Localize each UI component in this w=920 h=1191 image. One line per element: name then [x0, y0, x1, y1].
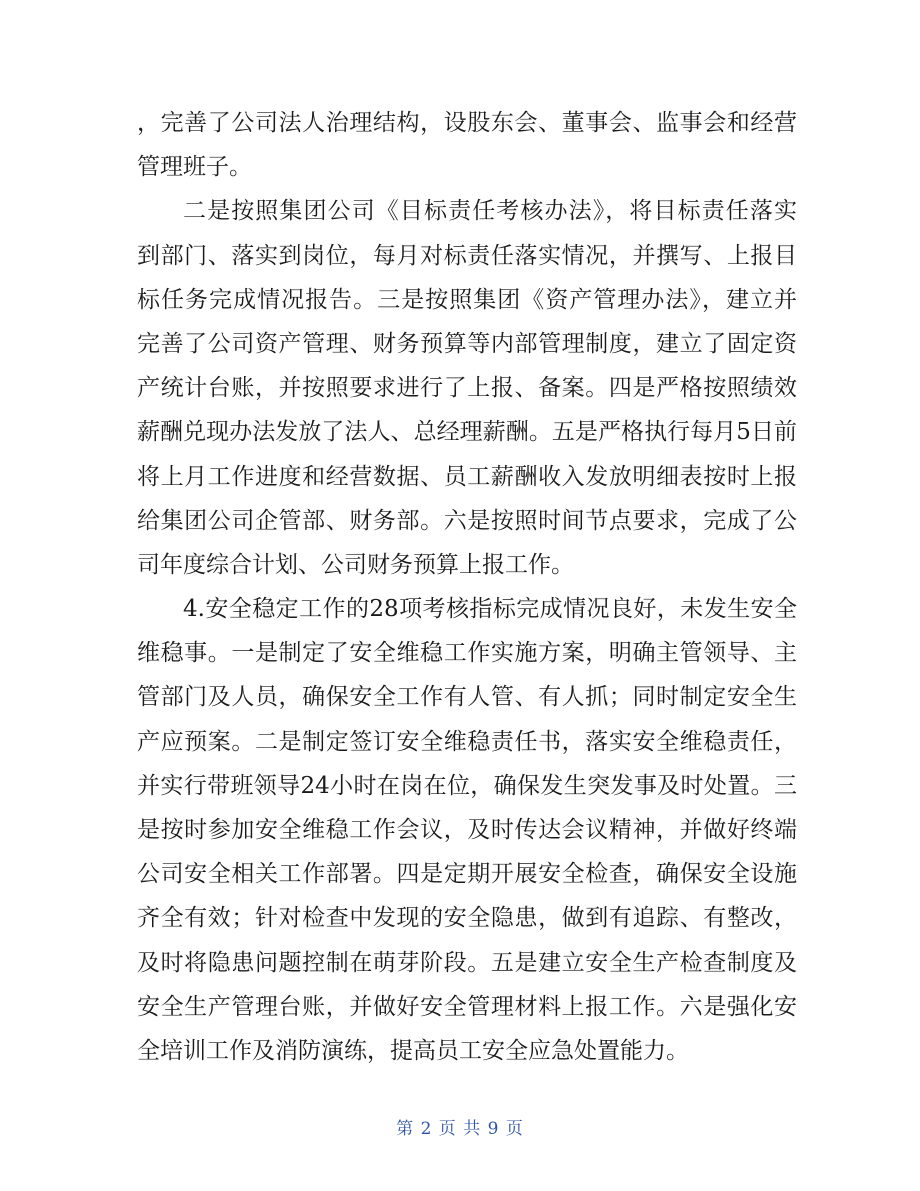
- text-line: 完善了公司资产管理、财务预算等内部管理制度，建立了固定资: [137, 330, 797, 357]
- text-line: 到部门、落实到岗位，每月对标责任落实情况，并撰写、上报目: [137, 242, 797, 269]
- document-body: [137, 101, 797, 1073]
- text-line: 管理班子。: [137, 154, 252, 181]
- text-line: 标任务完成情况报告。三是按照集团《资产管理办法》，建立并: [137, 286, 797, 313]
- text-line: ，完善了公司法人治理结构，设股东会、董事会、监事会和经营: [137, 110, 797, 136]
- text-line: 产统计台账，并按照要求进行了上报、备案。四是严格按照绩效: [137, 375, 797, 402]
- text-line: 二是按照集团公司《目标责任考核办法》，将目标责任落实: [183, 198, 797, 225]
- text-line: 及时将隐患问题控制在萌芽阶段。五是建立安全生产检查制度及: [137, 949, 797, 976]
- text-line: 并实行带班领导24小时在岗在位，确保发生突发事及时处置。三: [137, 772, 797, 799]
- text-line: 维稳事。一是制定了安全维稳工作实施方案，明确主管领导、主: [137, 640, 797, 667]
- text-line: 将上月工作进度和经营数据、员工薪酬收入发放明细表按时上报: [137, 463, 797, 490]
- text-line: 4.安全稳定工作的28项考核指标完成情况良好，未发生安全: [183, 596, 797, 623]
- text-line: 产应预案。二是制定签订安全维稳责任书，落实安全维稳责任，: [137, 728, 797, 755]
- text-line: 公司安全相关工作部署。四是定期开展安全检查，确保安全设施: [137, 861, 797, 888]
- text-line: 齐全有效；针对检查中发现的安全隐患，做到有追踪、有整改，: [137, 905, 797, 932]
- page-number: 第 2 页 共 9 页: [396, 1119, 524, 1139]
- text-line: 给集团公司企管部、财务部。六是按照时间节点要求，完成了公: [137, 507, 797, 534]
- text-line: 安全生产管理台账，并做好安全管理材料上报工作。六是强化安: [137, 993, 797, 1020]
- text-line: 是按时参加安全维稳工作会议，及时传达会议精神，并做好终端: [137, 817, 797, 843]
- text-line: 全培训工作及消防演练，提高员工安全应急处置能力。: [137, 1037, 689, 1064]
- text-line: 司年度综合计划、公司财务预算上报工作。: [137, 551, 574, 578]
- text-line: 薪酬兑现办法发放了法人、总经理薪酬。五是严格执行每月5日前: [137, 419, 797, 446]
- text-line: 管部门及人员，确保安全工作有人管、有人抓；同时制定安全生: [137, 684, 797, 711]
